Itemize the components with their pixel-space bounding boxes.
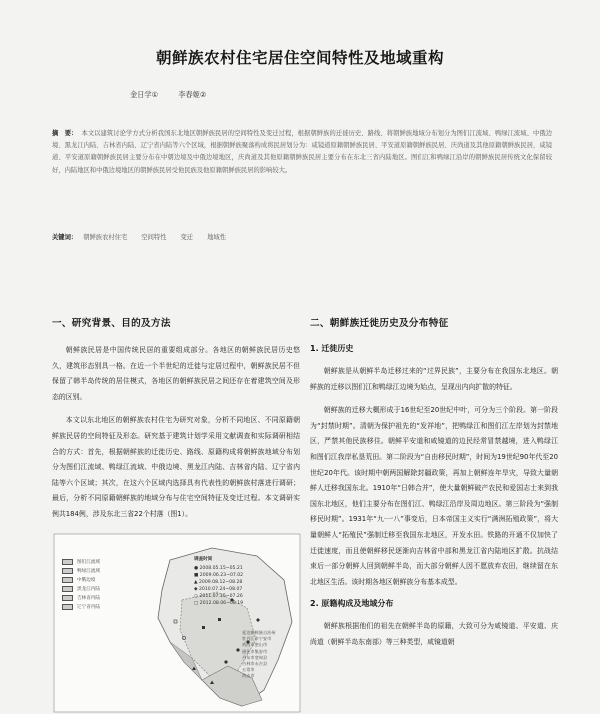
survey-row: ◆ 2010.07.24~08.07 xyxy=(194,587,243,592)
author-2: 李春姬② xyxy=(178,90,207,99)
keyword: 变迁 xyxy=(180,234,194,241)
map-label: 延边朝鲜族自治州 xyxy=(242,630,276,635)
section-heading-2: 二、朝鲜族迁徙历史及分布特征 xyxy=(310,318,449,329)
legend-item: 鸭绿江流域 xyxy=(62,567,152,576)
map-label: 尚志市 xyxy=(242,673,255,679)
survey-row: ▲ 2009.08.12~08.28 xyxy=(194,580,243,585)
paragraph: 朝鲜族的迁移大概形成于16世纪至20世纪中叶，可分为三个阶段。第一阶段为“封禁时期”。清朝为保护祖先的“发祥地”，把鸭绿江和图们江左岸划为封禁地区，严禁其他民族移住。朝鲜平安道和咸镜道的边民经常冒禁越境，进入鸭绿江和图们江我岸私垦荒田。第二阶段为“自由移民时期”，时间为19世纪90年代至20世纪20年代。该时期中朝两国解除封疆政策，再加上朝鲜连年旱灾，导致大量朝鲜人迁移我国东北。1910年“日韩合并”，使大量朝鲜破产农民和爱国志士来到我国东北地区，他们主要分布在图们江、鸭绿江沿岸及周边地区。第三阶段为“强制移民时期”。1931年“九·一八”事变后，日本帝国主义实行“满洲拓殖政策”，将大量朝鲜人“拓殖民”强制迁移至我国东北地区，开发水田。铁路的开通不仅加快了迁徙速度，而且使朝鲜移民逐渐向吉林省中部和黑龙江省内陆地区扩散。抗战结束后一部分朝鲜人回到朝鲜半岛，而大部分朝鲜人因不愿放弃农田，继续留在东北地区生活。该时期各地区朝鲜族分布基本成型。 xyxy=(310,406,558,586)
right-column xyxy=(310,315,558,659)
survey-row: ○ 2011.07.15~07.26 xyxy=(194,594,243,599)
legend-item: 吉林省内陆 xyxy=(62,594,152,603)
keyword: 空间特性 xyxy=(141,234,167,241)
abstract-label: 摘 要： xyxy=(52,130,78,137)
keyword: 朝鲜族农村住宅 xyxy=(83,234,128,241)
legend-item: 黑龙江内陆 xyxy=(62,585,152,594)
abstract xyxy=(52,128,552,177)
legend-item: 中俄边境 xyxy=(62,576,152,585)
survey-row: ● 2008.05.15~05.21 xyxy=(194,566,243,571)
keyword: 地域性 xyxy=(207,234,226,241)
map-label: 鸡西市密山市 xyxy=(242,642,268,648)
legend-item: 辽宁省内陆 xyxy=(62,603,152,612)
survey-row: ■ 2009.06.23~07.02 xyxy=(194,573,244,578)
survey-header: 调查时间 xyxy=(194,557,213,562)
map-label: 通化市集安市 xyxy=(242,648,268,654)
map-place-labels xyxy=(242,630,276,680)
map-legend xyxy=(62,558,152,612)
authors xyxy=(130,90,224,100)
section-heading-1: 一、研究背景、目的及方法 xyxy=(52,318,171,329)
paragraph: 本文以东北地区的朝鲜族农村住宅为研究对象，分析不同地区、不同原籍朝鲜族民居的空间特征及形态。研究基于建筑计划学采用文献调查和实际调研相结合的方式：首先，根据朝鲜族的迁徙历史、路线、原籍构成将朝鲜族地域分布划分为图们江流域、鸭绿江流域、中俄边境、黑龙江内陆、吉林省内陆、辽宁省内陆等六个区域；其次，在这六个区域内选择具有代表性的朝鲜族村落进行调研；最后，分析不同原籍朝鲜族的地域分布与住宅空间特征及变迁过程。本文调研实例共184例，涉及东北三省22个村落（图1）。 xyxy=(52,416,300,518)
survey-row: □ 2012.08.06~08.19 xyxy=(194,601,244,606)
map-label: 五常市 xyxy=(242,667,255,673)
paragraph: 朝鲜族民居是中国传统民居的重要组成部分。各地区的朝鲜族民居历史悠久，建筑形态别具一格。在近一个半世纪的迁徙与定居过程中，朝鲜族民居不但保留了韩半岛传统的居住模式，各地区的朝鲜族民居之间还存在着建筑空间及形态的区别。 xyxy=(52,346,300,401)
paragraph: 朝鲜族根据他们的祖先在朝鲜半岛的原籍，大致可分为咸镜道、平安道、庆尚道（朝鲜半岛东南部）等三种类型，咸镜道朝 xyxy=(310,622,558,646)
abstract-text: 本文以建筑讨论学方式分析我国东北地区朝鲜族民居的空间特性及变迁过程，根据朝鲜族的迁徙历史、路线、将朝鲜族地域分布划分为图们江流域、鸭绿江流域、中俄边境、黑龙江内陆、吉林省内陆、辽宁省内陆等六个区域，根据朝鲜族聚落构成将民居划分为：咸镜道原籍朝鲜族民居、平安道原籍朝鲜族民居、庆尚道及其他原籍朝鲜族民居，咸镜道、平安道原籍朝鲜族民居主要分布在中朝边境及中俄边境地区，庆尚道及其他原籍朝鲜族民居主要分布在东北三省内陆地区。图们江和鸭绿江沿岸的朝鲜族民居传统文化保留较好，内陆地区和中俄边境地区的朝鲜族民居受他民族及他原籍朝鲜族民居的影响较大。 xyxy=(52,130,553,174)
keywords-label: 关键词： xyxy=(52,234,78,241)
figure-1-map xyxy=(52,530,302,714)
legend-item: 图们江流域 xyxy=(62,558,152,567)
keywords xyxy=(52,232,238,241)
subsection-heading-2: 2. 原籍构成及地域分布 xyxy=(310,599,394,609)
survey-dates xyxy=(194,556,243,607)
left-column xyxy=(52,315,300,531)
map-label: 牡丹江市宁安市 xyxy=(242,636,272,642)
paper-title: 朝鲜族农村住宅居住空间特性及地域重构 xyxy=(155,49,444,67)
map-label: 吉林市永吉县 xyxy=(242,661,268,667)
paragraph: 朝鲜族是从朝鲜半岛迁移过来的“过界民族”，主要分布在我国东北地区。朝鲜族的迁移以图们江和鸭绿江边境为始点，呈现出内向扩散的特征。 xyxy=(310,367,558,391)
map-label: 丹东市宽甸县 xyxy=(242,654,268,660)
subsection-heading-1: 1. 迁徙历史 xyxy=(310,344,354,353)
author-1: 金日学① xyxy=(130,90,159,99)
